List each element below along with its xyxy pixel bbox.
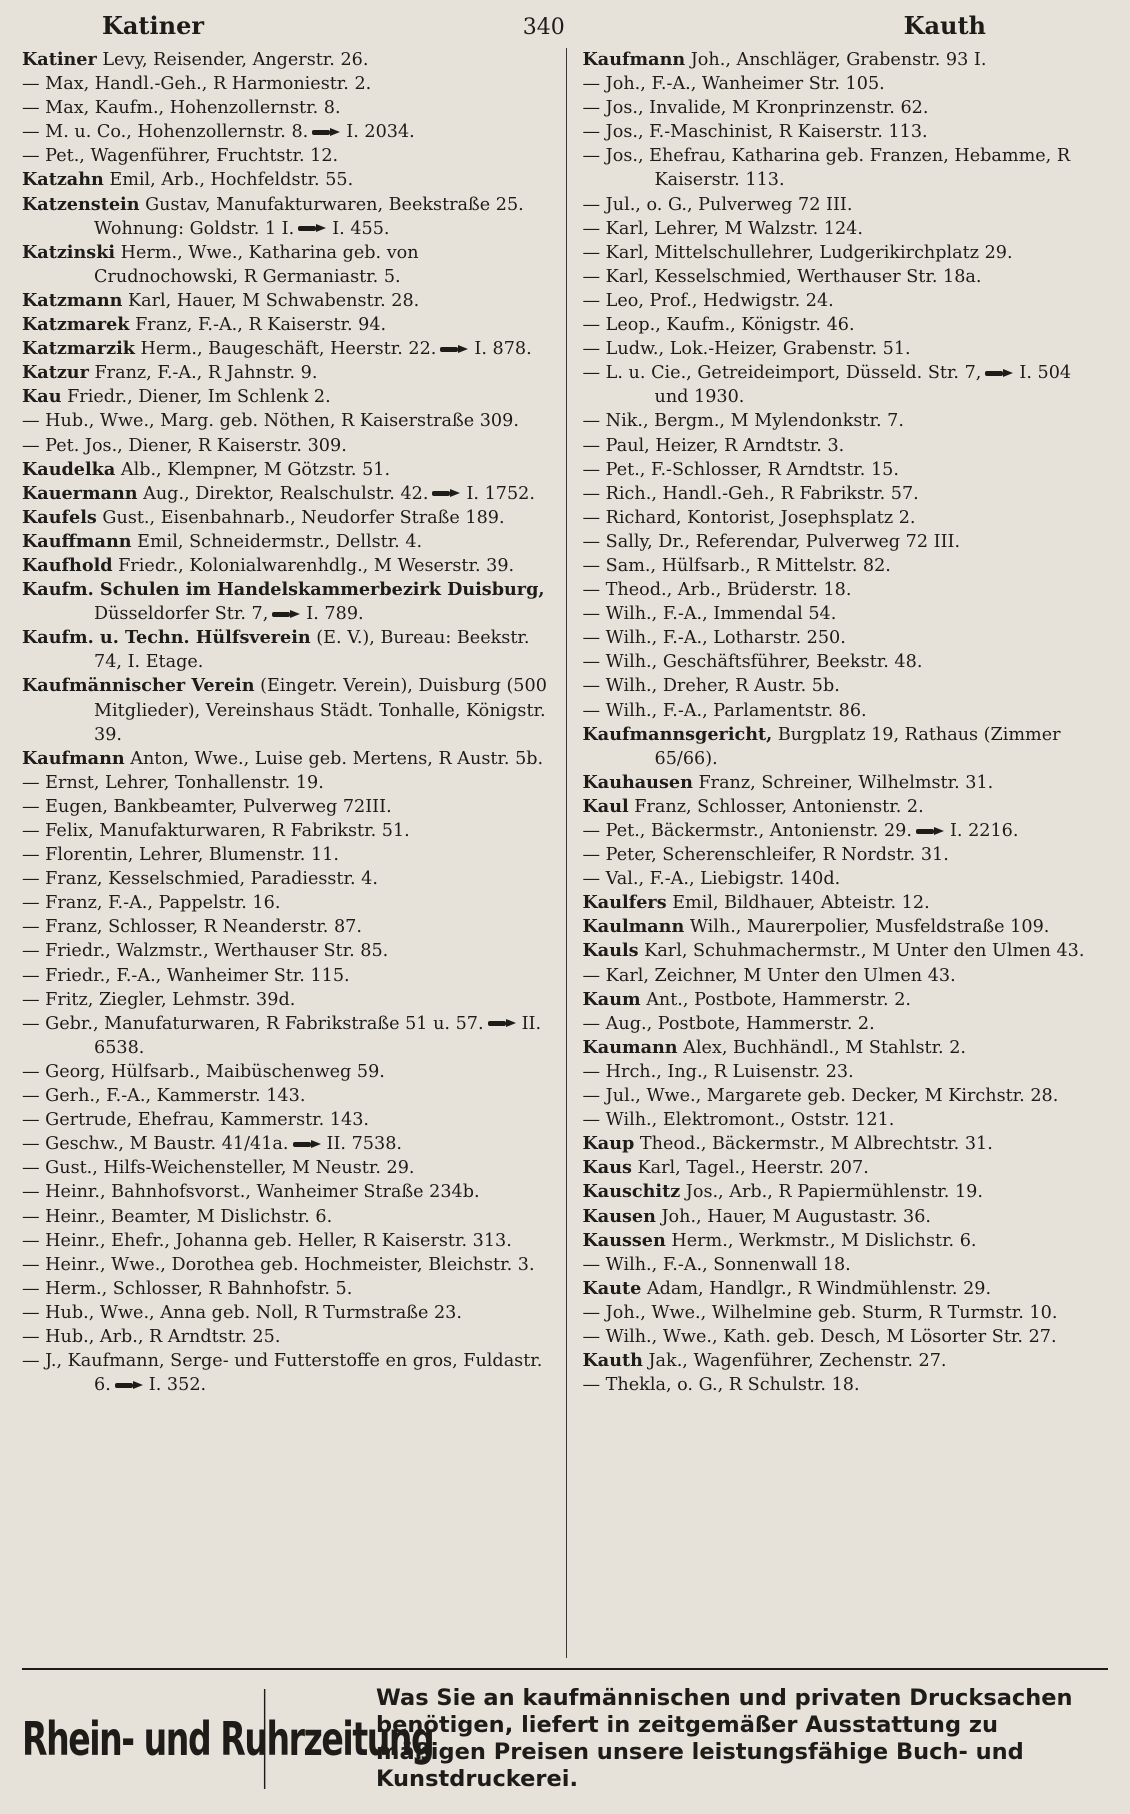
directory-entry xyxy=(583,674,1109,698)
entry-details: Anton, Wwe., Luise geb. Mertens, R Austr. 5b. xyxy=(124,748,544,769)
entry-details: Friedr., Diener, Im Schlenk 2. xyxy=(61,387,331,408)
entry-details: — Hrch., Ing., R Luisenstr. 23. xyxy=(582,1061,854,1082)
entry-details: — Heinr., Wwe., Dorothea geb. Hochmeister, Bleichstr. 3. xyxy=(22,1254,535,1275)
entry-name: Kauffmann xyxy=(22,530,132,552)
directory-entry xyxy=(22,1229,548,1253)
directory-entry xyxy=(22,144,548,168)
directory-entry xyxy=(583,265,1109,289)
entry-details: Karl, Hauer, M Schwabenstr. 28. xyxy=(122,290,420,311)
entry-details: — Joh., F.-A., Wanheimer Str. 105. xyxy=(582,74,885,95)
entry-details: — Val., F.-A., Liebigstr. 140d. xyxy=(582,869,841,890)
directory-entry xyxy=(583,1132,1109,1156)
entry-details: — Florentin, Lehrer, Blumenstr. 11. xyxy=(22,845,339,866)
directory-entry xyxy=(583,1060,1109,1084)
entry-details: — J., Kaufmann, Serge- und Futterstoffe en gros, Fuldastr. 6. xyxy=(22,1351,543,1396)
entry-details: — Georg, Hülfsarb., Maibüschenweg 59. xyxy=(22,1061,385,1082)
directory-entry xyxy=(22,482,548,506)
header-last-entry: Kauth xyxy=(903,11,986,40)
directory-entry xyxy=(583,217,1109,241)
entry-details: — Pet. Jos., Diener, R Kaiserstr. 309. xyxy=(22,435,347,456)
directory-entry xyxy=(583,361,1109,409)
entry-details: — Gerh., F.-A., Kammerstr. 143. xyxy=(22,1086,306,1107)
entry-details: Emil, Bildhauer, Abteistr. 12. xyxy=(666,893,930,914)
entry-name: Kaute xyxy=(582,1277,642,1299)
entry-name: Kaum xyxy=(582,988,641,1010)
entry-details: — Sally, Dr., Referendar, Pulverweg 72 III. xyxy=(582,531,961,552)
phone-number: I. 2216. xyxy=(949,821,1019,841)
entry-details: — Jul., Wwe., Margarete geb. Decker, M Kirchstr. 28. xyxy=(582,1086,1059,1107)
entry-name: Kaus xyxy=(582,1157,632,1179)
entry-details: — Gertrude, Ehefrau, Kammerstr. 143. xyxy=(22,1110,370,1131)
entry-details: Franz, Schreiner, Wilhelmstr. 31. xyxy=(692,772,994,793)
entry-details: — Richard, Kontorist, Josephsplatz 2. xyxy=(582,507,916,528)
directory-entry xyxy=(22,385,548,409)
entry-name: Kaussen xyxy=(582,1229,666,1251)
directory-entry xyxy=(22,1349,548,1397)
directory-entry xyxy=(22,120,548,144)
entry-details: — Hub., Wwe., Anna geb. Noll, R Turmstraße 23. xyxy=(22,1302,462,1323)
directory-entry xyxy=(22,964,548,988)
directory-entry xyxy=(22,988,548,1012)
directory-entry xyxy=(22,1108,548,1132)
entry-name: Kaul xyxy=(582,795,629,817)
telephone-arrow-icon xyxy=(432,489,460,498)
directory-entry xyxy=(22,193,548,241)
entry-details: — Wilh., Wwe., Kath. geb. Desch, M Lösorter Str. 27. xyxy=(582,1326,1057,1347)
directory-entry xyxy=(583,144,1109,192)
directory-entry xyxy=(22,771,548,795)
directory-entry xyxy=(22,1132,548,1156)
entry-details: — L. u. Cie., Getreideimport, Düsseld. Str. 7, xyxy=(582,363,982,384)
entry-name: Kaumann xyxy=(582,1036,678,1058)
entry-details: Karl, Tagel., Heerstr. 207. xyxy=(631,1158,869,1179)
directory-entry xyxy=(583,795,1109,819)
directory-entry xyxy=(583,434,1109,458)
entry-details: — Jos., Ehefrau, Katharina geb. Franzen, Hebamme, R Kaiserstr. 113. xyxy=(582,146,1071,191)
entry-details: Alex, Buchhändl., M Stahlstr. 2. xyxy=(677,1037,967,1058)
telephone-arrow-icon xyxy=(985,369,1013,378)
entry-details: — Friedr., Walzmstr., Werthauser Str. 85. xyxy=(22,941,389,962)
directory-entry xyxy=(22,891,548,915)
entry-details: — Pet., Bäckermstr., Antonienstr. 29. xyxy=(582,821,912,841)
entry-details: — Wilh., Elektromont., Oststr. 121. xyxy=(582,1110,895,1131)
entry-name: Kaufmann xyxy=(22,747,125,769)
directory-entry xyxy=(583,1036,1109,1060)
entry-details: — Pet., Wagenführer, Fruchtstr. 12. xyxy=(22,146,339,167)
entry-name: Katzmarek xyxy=(22,314,130,336)
directory-entry xyxy=(583,193,1109,217)
entry-name: Kauhausen xyxy=(582,771,693,793)
phone-number: I. 789. xyxy=(306,604,364,625)
directory-entry xyxy=(583,48,1109,72)
directory-entry xyxy=(583,554,1109,578)
telephone-arrow-icon xyxy=(440,345,468,354)
directory-entry xyxy=(22,506,548,530)
entry-details: Herm., Werkmstr., M Dislichstr. 6. xyxy=(665,1230,977,1251)
entry-details: Franz, Schlosser, Antonienstr. 2. xyxy=(628,796,924,817)
advertisement xyxy=(22,1668,1108,1808)
entry-details: Franz, F.-A., R Jahnstr. 9. xyxy=(88,363,318,384)
directory-entry xyxy=(583,602,1109,626)
directory-entry xyxy=(22,458,548,482)
directory-entry xyxy=(583,819,1109,843)
entry-details: — Jos., Invalide, M Kronprinzenstr. 62. xyxy=(582,98,929,119)
telephone-arrow-icon xyxy=(312,128,340,137)
entry-name: Kaufhold xyxy=(22,554,113,576)
entry-name: Katzinski xyxy=(22,241,116,263)
directory-entry xyxy=(22,867,548,891)
entry-details: — M. u. Co., Hohenzollernstr. 8. xyxy=(22,122,309,143)
directory-entry xyxy=(583,1349,1109,1373)
telephone-arrow-icon xyxy=(293,1140,321,1149)
entry-details: — Eugen, Bankbeamter, Pulverweg 72III. xyxy=(22,796,392,817)
directory-entry xyxy=(22,241,548,289)
directory-entry xyxy=(583,1012,1109,1036)
directory-columns xyxy=(22,48,1108,1658)
entry-name: Kau xyxy=(22,386,62,408)
entry-details: — Franz, F.-A., Pappelstr. 16. xyxy=(22,893,281,914)
directory-entry xyxy=(22,747,548,771)
entry-details: (E. V.), Bureau: Beekstr. 74, I. Etage. xyxy=(94,628,530,673)
entry-details: Alb., Klempner, M Götzstr. 51. xyxy=(115,459,391,480)
entry-details: Joh., Hauer, M Augustastr. 36. xyxy=(655,1206,932,1227)
directory-entry xyxy=(583,650,1109,674)
entry-details: — Friedr., F.-A., Wanheimer Str. 115. xyxy=(22,965,350,986)
directory-entry xyxy=(22,1156,548,1180)
entry-details: — Wilh., F.-A., Lotharstr. 250. xyxy=(582,628,846,649)
entry-details: — Gust., Hilfs-Weichensteller, M Neustr. 29. xyxy=(22,1158,415,1179)
entry-details: — Sam., Hülfsarb., R Mittelstr. 82. xyxy=(582,555,891,576)
entry-name: Kauschitz xyxy=(582,1181,681,1203)
entry-name: Katzur xyxy=(22,362,89,384)
entry-name: Katzmarzik xyxy=(22,338,135,360)
directory-entry xyxy=(583,843,1109,867)
entry-details: — Jul., o. G., Pulverweg 72 III. xyxy=(582,194,853,215)
directory-entry xyxy=(583,506,1109,530)
directory-entry xyxy=(22,1277,548,1301)
directory-entry xyxy=(583,1277,1109,1301)
entry-name: Katzmann xyxy=(22,289,123,311)
directory-entry xyxy=(22,168,548,192)
entry-details: — Herm., Schlosser, R Bahnhofstr. 5. xyxy=(22,1278,353,1299)
directory-entry xyxy=(22,578,548,626)
telephone-arrow-icon xyxy=(488,1019,516,1028)
directory-entry xyxy=(22,1325,548,1349)
entry-details: Emil, Schneidermstr., Dellstr. 4. xyxy=(131,531,423,552)
directory-entry xyxy=(583,626,1109,650)
directory-entry xyxy=(22,337,548,361)
entry-details: — Ludw., Lok.-Heizer, Grabenstr. 51. xyxy=(582,339,911,360)
ad-text: Was Sie an kaufmännischen und privaten Drucksachen benötigen, liefert in zeitgemäßer Ausstattung zu mäßigen Preisen unsere leistungsfähige Buch- und Kunstdruckerei. xyxy=(376,1685,1073,1792)
entry-details: — Franz, Schlosser, R Neanderstr. 87. xyxy=(22,917,362,938)
directory-entry xyxy=(22,1253,548,1277)
directory-entry xyxy=(583,120,1109,144)
directory-entry xyxy=(583,1108,1109,1132)
entry-details: Herm., Baugeschäft, Heerstr. 22. xyxy=(134,339,437,360)
phone-number: I. 2034. xyxy=(346,122,415,143)
directory-entry xyxy=(22,313,548,337)
entry-details: — Ernst, Lehrer, Tonhallenstr. 19. xyxy=(22,772,324,793)
entry-details: Ant., Postbote, Hammerstr. 2. xyxy=(640,989,911,1010)
page-header xyxy=(22,6,1106,40)
entry-details: — Hub., Wwe., Marg. geb. Nöthen, R Kaiserstraße 309. xyxy=(22,411,519,432)
directory-entry xyxy=(583,939,1109,963)
directory-entry xyxy=(583,964,1109,988)
directory-entry xyxy=(22,72,548,96)
directory-entry xyxy=(22,409,548,433)
directory-entry xyxy=(583,241,1109,265)
entry-details: — Heinr., Bahnhofsvorst., Wanheimer Straße 234b. xyxy=(22,1182,480,1203)
directory-entry xyxy=(22,361,548,385)
directory-entry xyxy=(22,1084,548,1108)
directory-entry xyxy=(22,626,548,674)
directory-entry xyxy=(583,891,1109,915)
directory-entry xyxy=(583,1229,1109,1253)
entry-details: Friedr., Kolonialwarenhdlg., M Weserstr. 39. xyxy=(112,555,515,576)
entry-details: — Wilh., F.-A., Sonnenwall 18. xyxy=(582,1254,851,1275)
directory-entry xyxy=(22,1205,548,1229)
directory-entry xyxy=(583,988,1109,1012)
directory-entry xyxy=(22,530,548,554)
directory-entry xyxy=(22,48,548,72)
directory-entry xyxy=(583,530,1109,554)
entry-details: — Pet., F.-Schlosser, R Arndtstr. 15. xyxy=(582,459,899,480)
directory-entry xyxy=(583,96,1109,120)
directory-entry xyxy=(583,482,1109,506)
entry-name: Kaufels xyxy=(22,506,97,528)
directory-entry xyxy=(22,554,548,578)
entry-details: — Felix, Manufakturwaren, R Fabrikstr. 51. xyxy=(22,821,410,841)
entry-details: — Geschw., M Baustr. 41/41a. xyxy=(22,1134,289,1155)
entry-details: — Heinr., Beamter, M Dislichstr. 6. xyxy=(22,1206,333,1227)
entry-details: Aug., Direktor, Realschulstr. 42. xyxy=(137,483,429,504)
entry-name: Kaufmännischer Verein xyxy=(22,675,255,697)
directory-entry xyxy=(583,723,1109,771)
directory-entry xyxy=(583,1205,1109,1229)
entry-details: — Nik., Bergm., M Mylendonkstr. 7. xyxy=(582,411,904,432)
entry-details: Burgplatz 19, Rathaus (Zimmer 65/66). xyxy=(654,724,1061,769)
entry-details: Joh., Anschläger, Grabenstr. 93 I. xyxy=(685,50,987,70)
directory-entry xyxy=(22,1060,548,1084)
directory-entry xyxy=(583,313,1109,337)
entry-details: — Rich., Handl.-Geh., R Fabrikstr. 57. xyxy=(582,483,919,504)
directory-entry xyxy=(22,96,548,120)
entry-name: Katzahn xyxy=(22,169,104,191)
entry-details: — Theod., Arb., Brüderstr. 18. xyxy=(582,580,852,601)
entry-details: — Joh., Wwe., Wilhelmine geb. Sturm, R Turmstr. 10. xyxy=(582,1302,1058,1323)
directory-entry xyxy=(22,795,548,819)
entry-details: — Karl, Kesselschmied, Werthauser Str. 18a. xyxy=(582,266,982,287)
directory-entry xyxy=(22,1301,548,1325)
directory-entry xyxy=(22,1180,548,1204)
entry-details: — Karl, Mittelschullehrer, Ludgerikirchplatz 29. xyxy=(582,242,1013,263)
entry-details: Franz, F.-A., R Kaiserstr. 94. xyxy=(129,315,387,336)
directory-entry xyxy=(583,1301,1109,1325)
entry-details: — Paul, Heizer, R Arndtstr. 3. xyxy=(582,435,845,456)
phone-number: I. 455. xyxy=(332,218,390,239)
telephone-arrow-icon xyxy=(298,224,326,233)
entry-name: Kaulfers xyxy=(582,892,667,914)
entry-details: — Hub., Arb., R Arndtstr. 25. xyxy=(22,1326,281,1347)
directory-entry xyxy=(583,1325,1109,1349)
phone-number: II. 6538. xyxy=(94,1013,542,1058)
entry-details: Herm., Wwe., Katharina geb. von Crudnochowski, R Germaniastr. 5. xyxy=(94,242,419,287)
entry-details: — Leo, Prof., Hedwigstr. 24. xyxy=(582,290,834,311)
entry-details: Jos., Arb., R Papiermühlenstr. 19. xyxy=(680,1182,983,1203)
entry-details: — Wilh., Dreher, R Austr. 5b. xyxy=(582,676,840,697)
telephone-arrow-icon xyxy=(272,610,300,619)
entry-details: (Eingetr. Verein), Duisburg (500 Mitglieder), Vereinshaus Städt. Tonhalle, Königstr. 39. xyxy=(94,676,547,745)
entry-name: Kaufmann xyxy=(582,49,686,70)
entry-details: — Max, Handl.-Geh., R Harmoniestr. 2. xyxy=(22,74,372,95)
directory-entry xyxy=(22,289,548,313)
phone-number: II. 7538. xyxy=(326,1134,402,1155)
entry-name: Kausen xyxy=(582,1205,656,1227)
directory-entry xyxy=(583,867,1109,891)
left-column xyxy=(22,48,567,1658)
entry-details: — Heinr., Ehefr., Johanna geb. Heller, R Kaiserstr. 313. xyxy=(22,1230,512,1251)
entry-details: — Karl, Lehrer, M Walzstr. 124. xyxy=(582,218,863,239)
phone-number: I. 1752. xyxy=(466,483,535,504)
directory-entry xyxy=(583,699,1109,723)
directory-entry xyxy=(22,434,548,458)
directory-entry xyxy=(22,819,548,843)
directory-entry xyxy=(22,674,548,746)
ad-title: Rhein- und Ruhrzeitung xyxy=(22,1689,265,1789)
directory-entry xyxy=(22,843,548,867)
entry-name: Katiner xyxy=(22,49,97,70)
directory-entry xyxy=(583,337,1109,361)
directory-entry xyxy=(583,915,1109,939)
entry-details: Gust., Eisenbahnarb., Neudorfer Straße 189. xyxy=(96,507,505,528)
directory-entry xyxy=(22,1012,548,1060)
directory-entry xyxy=(583,1084,1109,1108)
phone-number: I. 504 und 1930. xyxy=(654,363,1072,408)
entry-details: — Karl, Zeichner, M Unter den Ulmen 43. xyxy=(582,965,956,986)
directory-entry xyxy=(583,578,1109,602)
entry-details: — Gebr., Manufaturwaren, R Fabrikstraße 51 u. 57. xyxy=(22,1013,484,1034)
entry-details: Theod., Bäckermstr., M Albrechtstr. 31. xyxy=(634,1134,993,1155)
entry-name: Kaulmann xyxy=(582,916,685,938)
entry-details: — Thekla, o. G., R Schulstr. 18. xyxy=(582,1375,860,1396)
entry-details: Adam, Handlgr., R Windmühlenstr. 29. xyxy=(641,1278,992,1299)
entry-details: Jak., Wagenführer, Zechenstr. 27. xyxy=(642,1351,947,1372)
directory-entry xyxy=(583,409,1109,433)
directory-entry xyxy=(583,1156,1109,1180)
entry-details: — Peter, Scherenschleifer, R Nordstr. 31. xyxy=(582,845,949,866)
entry-details: — Max, Kaufm., Hohenzollernstr. 8. xyxy=(22,98,341,119)
entry-details: — Wilh., Geschäftsführer, Beekstr. 48. xyxy=(582,652,923,673)
entry-name: Kauls xyxy=(582,940,639,962)
entry-name: Kaufm. Schulen im Handelskammerbezirk Duisburg, xyxy=(22,579,545,601)
directory-entry xyxy=(583,458,1109,482)
entry-details: Gustav, Manufakturwaren, Beekstraße 25. Wohnung: Goldstr. 1 I. xyxy=(94,194,524,239)
entry-details: Karl, Schuhmachermstr., M Unter den Ulmen 43. xyxy=(638,941,1085,962)
entry-details: Levy, Reisender, Angerstr. 26. xyxy=(96,50,369,70)
entry-details: — Jos., F.-Maschinist, R Kaiserstr. 113. xyxy=(582,122,928,143)
entry-details: Emil, Arb., Hochfeldstr. 55. xyxy=(103,170,354,191)
entry-details: — Wilh., F.-A., Parlamentstr. 86. xyxy=(582,700,867,721)
directory-entry xyxy=(583,771,1109,795)
entry-name: Kaudelka xyxy=(22,458,116,480)
entry-details: — Wilh., F.-A., Immendal 54. xyxy=(582,604,837,625)
entry-name: Kaufm. u. Techn. Hülfsverein xyxy=(22,627,311,649)
entry-details: Wilh., Maurerpolier, Musfeldstraße 109. xyxy=(684,917,1050,938)
entry-details: Düsseldorfer Str. 7, xyxy=(94,604,269,625)
entry-details: — Fritz, Ziegler, Lehmstr. 39d. xyxy=(22,989,296,1010)
directory-entry xyxy=(22,939,548,963)
entry-name: Kaup xyxy=(582,1133,635,1155)
page-number: 340 xyxy=(522,15,565,40)
phone-number: I. 352. xyxy=(148,1375,207,1396)
entry-details: — Franz, Kesselschmied, Paradiesstr. 4. xyxy=(22,869,378,890)
phone-number: I. 878. xyxy=(474,339,532,360)
entry-name: Kauth xyxy=(582,1350,643,1372)
directory-entry xyxy=(583,1180,1109,1204)
entry-name: Kauermann xyxy=(22,482,138,504)
entry-details: — Leop., Kaufm., Königstr. 46. xyxy=(582,315,855,336)
telephone-arrow-icon xyxy=(115,1381,143,1390)
directory-entry xyxy=(22,915,548,939)
header-first-entry: Katiner xyxy=(102,11,204,40)
directory-entry xyxy=(583,1373,1109,1397)
entry-name: Kaufmannsgericht, xyxy=(582,723,773,745)
entry-details: — Aug., Postbote, Hammerstr. 2. xyxy=(582,1013,875,1034)
entry-name: Katzenstein xyxy=(22,193,140,215)
directory-entry xyxy=(583,72,1109,96)
right-column xyxy=(567,48,1109,1658)
telephone-arrow-icon xyxy=(916,827,944,836)
directory-entry xyxy=(583,289,1109,313)
directory-entry xyxy=(583,1253,1109,1277)
